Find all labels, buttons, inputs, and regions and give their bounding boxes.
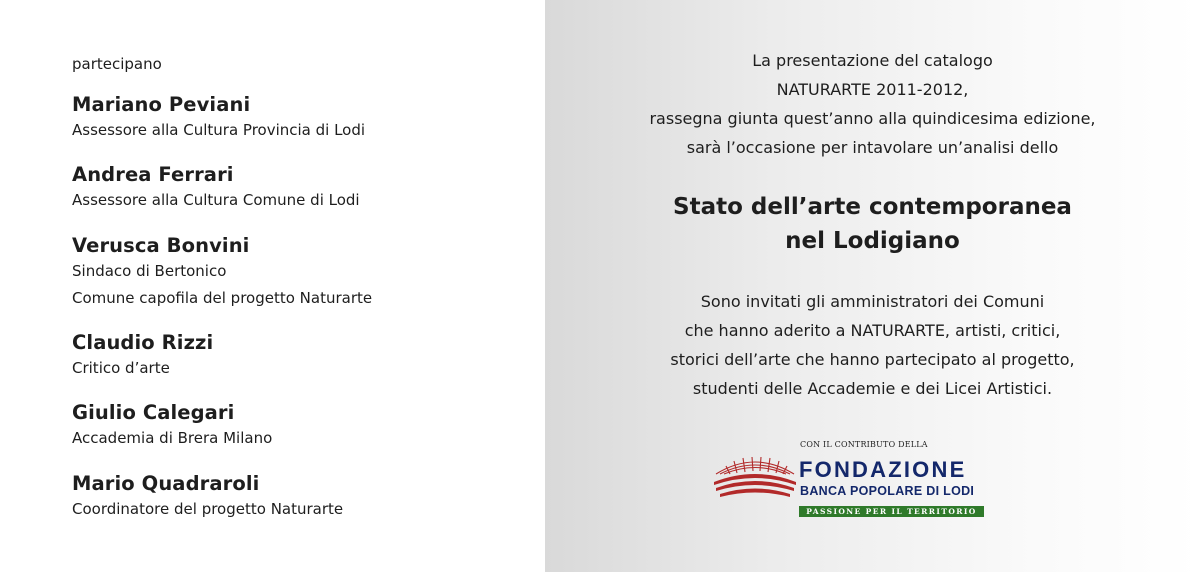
invite-text <box>545 287 1200 403</box>
participant-role: Sindaco di Bertonico <box>72 262 227 280</box>
stadium-arch-logo-icon <box>712 452 798 502</box>
participant-name: Mario Quadraroli <box>72 472 260 495</box>
invite-line: Sono invitati gli amministratori dei Comuni <box>700 292 1045 311</box>
participant-claudio-rizzi <box>72 331 213 382</box>
presentation-line: rassegna giunta quest’anno alla quindicesima edizione, <box>649 109 1096 128</box>
participant-name: Andrea Ferrari <box>72 163 234 186</box>
participant-role: Assessore alla Cultura Provincia di Lodi <box>72 121 366 139</box>
presentation-text <box>545 46 1200 162</box>
presentation-line: sarà l’occasione per intavolare un’analisi dello <box>686 138 1059 157</box>
invite-line: storici dell’arte che hanno partecipato al progetto, <box>670 350 1075 369</box>
presentation-line: NATURARTE 2011-2012, <box>776 80 969 99</box>
participant-verusca-bonvini <box>72 234 372 312</box>
participant-name: Mariano Peviani <box>72 93 251 116</box>
participant-role: Comune capofila del progetto Naturarte <box>72 289 373 307</box>
participants-intro: partecipano <box>72 55 162 73</box>
participants-panel <box>0 0 545 572</box>
participant-giulio-calegari <box>72 401 272 452</box>
presentation-line: La presentazione del catalogo <box>752 51 993 70</box>
participant-role: Assessore alla Cultura Comune di Lodi <box>72 191 360 209</box>
participant-name: Verusca Bonvini <box>72 234 250 257</box>
participant-name: Claudio Rizzi <box>72 331 214 354</box>
sponsor-caption: CON IL CONTRIBUTO DELLA <box>800 440 928 449</box>
participant-name: Giulio Calegari <box>72 401 235 424</box>
foundation-subname: BANCA POPOLARE DI LODI <box>800 484 975 498</box>
participant-role: Critico d’arte <box>72 359 170 377</box>
foundation-name: FONDAZIONE <box>799 457 967 482</box>
foundation-tagline: PASSIONE PER IL TERRITORIO <box>799 506 984 517</box>
event-title-line: nel Lodigiano <box>785 228 960 254</box>
participant-role: Accademia di Brera Milano <box>72 429 273 447</box>
invite-line: studenti delle Accademie e dei Licei Artistici. <box>692 379 1053 398</box>
invite-line: che hanno aderito a NATURARTE, artisti, critici, <box>684 321 1061 340</box>
event-title <box>545 190 1200 258</box>
event-title-line: Stato dell’arte contemporanea <box>673 194 1072 220</box>
participant-mariano-peviani <box>72 93 365 144</box>
participant-andrea-ferrari <box>72 163 360 214</box>
participant-role: Coordinatore del progetto Naturarte <box>72 500 344 518</box>
participant-mario-quadraroli <box>72 472 343 523</box>
